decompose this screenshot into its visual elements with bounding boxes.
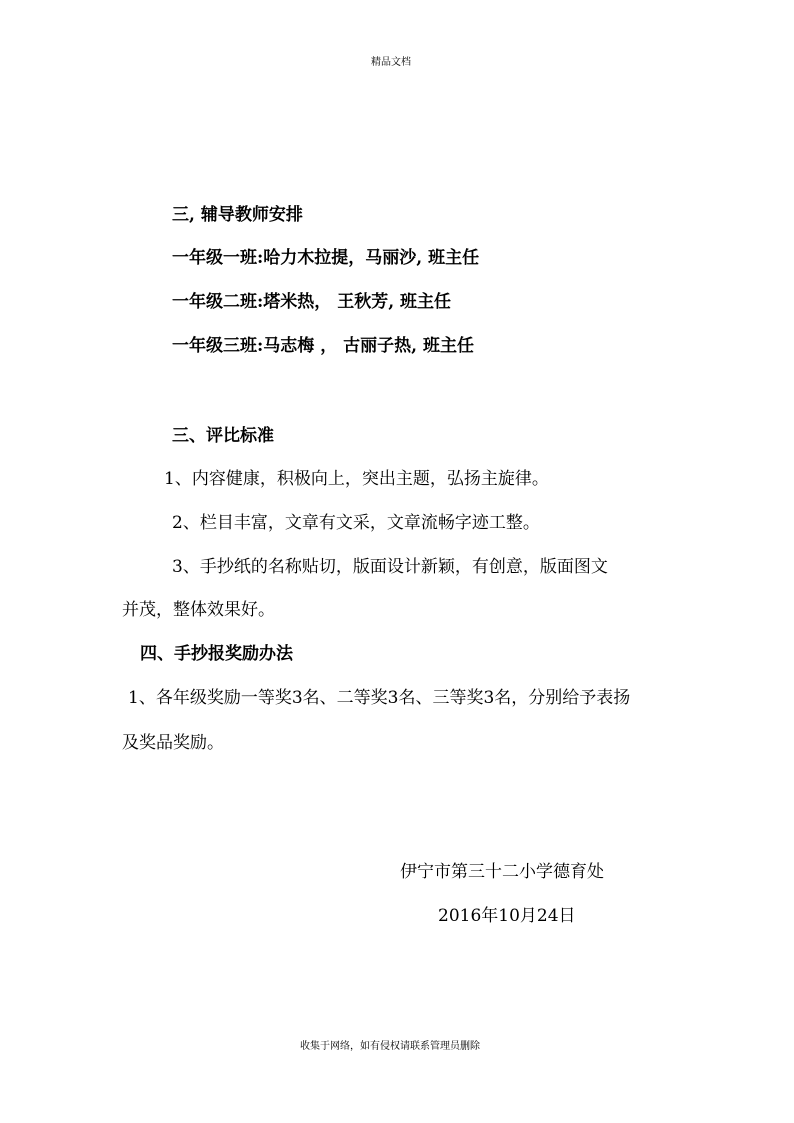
teacher-line-class-2: 一年级二班:塔米热， 王秋芳, 班主任 xyxy=(172,292,452,312)
awards-item-1: 1、各年级奖励一等奖3名、二等奖3名、三等奖3名，分别给予表扬 xyxy=(128,688,631,708)
awards-heading: 四、手抄报奖励办法 xyxy=(140,644,293,664)
criteria-item-3: 3、手抄纸的名称贴切，版面设计新颖，有创意，版面图文 xyxy=(172,557,608,577)
teachers-heading: 三, 辅导教师安排 xyxy=(172,205,303,225)
criteria-item-3-continued: 并茂，整体效果好。 xyxy=(122,600,275,620)
teacher-line-class-1: 一年级一班:哈力木拉提，马丽沙, 班主任 xyxy=(172,248,480,268)
signature-organization: 伊宁市第三十二小学德育处 xyxy=(400,862,604,882)
page-footer: 收集于网络，如有侵权请联系管理员删除 xyxy=(300,1041,480,1052)
criteria-item-1: 1、内容健康，积极向上，突出主题，弘扬主旋律。 xyxy=(164,469,549,489)
teacher-line-class-3: 一年级三班:马志梅 ， 古丽子热, 班主任 xyxy=(172,336,474,356)
signature-date: 2016年10月24日 xyxy=(438,906,576,926)
page-header: 精品文档 xyxy=(371,57,411,68)
awards-item-1-continued: 及奖品奖励。 xyxy=(122,733,224,753)
criteria-heading: 三、评比标准 xyxy=(172,426,274,446)
criteria-item-2: 2、栏目丰富，文章有文采，文章流畅字迹工整。 xyxy=(172,513,540,533)
